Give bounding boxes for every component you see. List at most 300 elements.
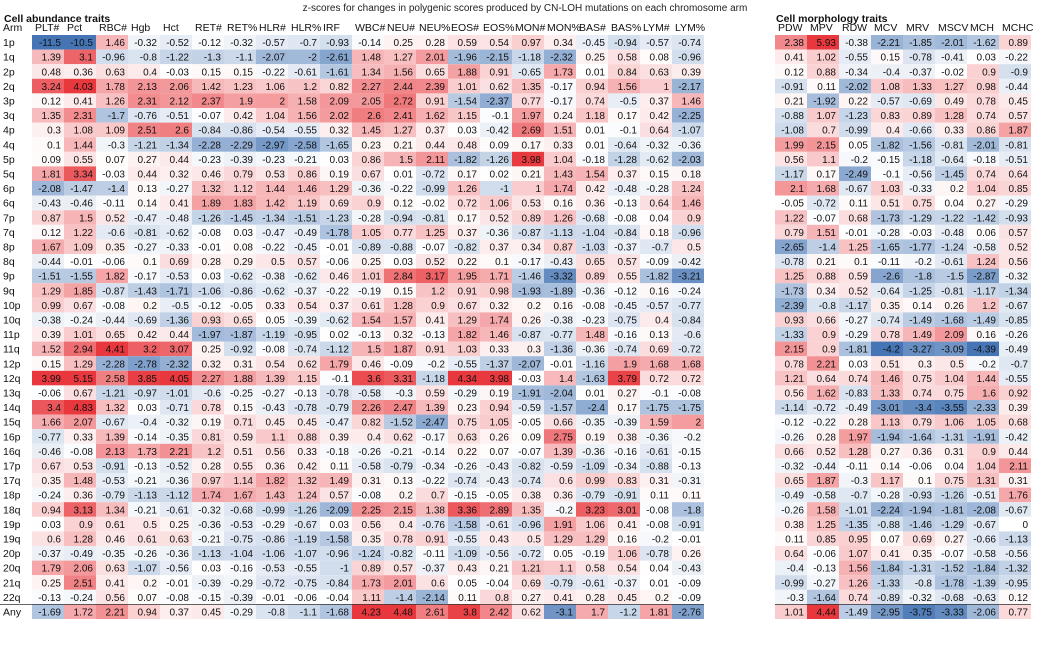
cell-value-label: 1.79 [329, 359, 349, 371]
cell-value-label: -1.22 [941, 213, 964, 225]
cell-value-label: 0.25 [361, 257, 381, 269]
cell-value-label: 0.41 [784, 52, 804, 64]
cell-value-label: 1.44 [976, 373, 996, 385]
cell-value-label: 1.22 [73, 227, 93, 239]
cell-value-label: 1.43 [553, 169, 573, 181]
cell-value-label: 0.64 [816, 373, 836, 385]
cell-value-label: -1.64 [909, 432, 932, 444]
cell-value-label: -0.26 [358, 446, 381, 458]
cell-value-label: 1.29 [41, 286, 61, 298]
cell-value-label: -0.08 [646, 505, 669, 517]
cell-value-label: 0.03 [457, 125, 477, 137]
cell-value-label: 0.07 [489, 446, 509, 458]
cell-value-label: 0.33 [553, 140, 573, 152]
cell-value-label: 0.81 [201, 432, 221, 444]
cell-value-label: -0.51 [1005, 154, 1028, 166]
cell-value-label: 1.39 [105, 432, 125, 444]
cell-value-label: 1.57 [393, 315, 413, 327]
cell-value-label: -0.56 [486, 549, 509, 561]
cell-value-label: -0.47 [262, 227, 285, 239]
cell-value-label: -0.8 [914, 578, 932, 590]
cell-value-label: 0.67 [73, 300, 93, 312]
cell-value-label: -0.37 [294, 286, 317, 298]
row-label: 3q [3, 110, 15, 123]
cell-value-label: 0.12 [1008, 592, 1028, 604]
cell-value-label: -0.96 [678, 227, 701, 239]
cell-value-label: 1.06 [944, 417, 964, 429]
cell-value-label: -0.99 [422, 184, 445, 196]
cell-value-label: 0.03 [201, 563, 221, 575]
cell-value-label: 1.09 [105, 125, 125, 137]
cell-value-label: -0.14 [134, 432, 157, 444]
cell-value-label: 1.83 [233, 198, 253, 210]
cell-value-label: 2.38 [784, 38, 804, 50]
cell-value-label: 0.25 [169, 519, 189, 531]
cell-value-label: -1.77 [909, 242, 932, 254]
column-header: MCH [970, 22, 994, 34]
cell-value-label: -0.22 [262, 242, 285, 254]
cell-value-label: 0.44 [137, 169, 157, 181]
cell-value-label: -0.13 [294, 388, 317, 400]
cell-value-label: -0.94 [390, 213, 413, 225]
cell-value-label: -1.46 [518, 271, 541, 283]
row-label: 4p [3, 124, 15, 137]
cell-value-label: 0.9 [982, 67, 996, 79]
cell-value-label: 0.41 [169, 198, 189, 210]
cell-value-label: 0.45 [201, 607, 221, 619]
cell-value-label: 0.59 [457, 38, 477, 50]
cell-value-label: -2.24 [877, 505, 900, 517]
cell-value-label: -0.61 [166, 505, 189, 517]
cell-value-label: 0.89 [1008, 38, 1028, 50]
cell-value-label: -0.8 [818, 300, 836, 312]
cell-value-label: -0.88 [877, 519, 900, 531]
cell-value-label: 1.95 [457, 271, 477, 283]
cell-value-label: -0.53 [230, 519, 253, 531]
cell-value-label: 1.28 [393, 300, 413, 312]
cell-value-label: -0.1 [491, 111, 509, 123]
cell-value-label: -2.78 [134, 359, 157, 371]
cell-value-label: 0.34 [553, 38, 573, 50]
cell-value-label: -1.5 [946, 271, 964, 283]
cell-value-label: -0.36 [582, 286, 605, 298]
cell-value-label: 0.1 [854, 257, 868, 269]
cell-value-label: 1.29 [329, 184, 349, 196]
cell-value-label: -1.78 [326, 227, 349, 239]
cell-value-label: 0.6 [431, 578, 445, 590]
cell-value-label: -1.94 [877, 432, 900, 444]
cell-value-label: -0.82 [454, 242, 477, 254]
cell-value-label: 0.89 [912, 111, 932, 123]
cell-value-label: -1.45 [941, 169, 964, 181]
row-label: 10q [3, 314, 21, 327]
cell-value-label: 0.33 [265, 300, 285, 312]
cell-value-label: -0.35 [582, 417, 605, 429]
cell-value-label: -0.01 [845, 227, 868, 239]
cell-value-label: 0.39 [41, 330, 61, 342]
cell-value-label: -0.06 [102, 257, 125, 269]
cell-value-label: -1.49 [845, 607, 868, 619]
cell-value-label: 2.01 [425, 52, 445, 64]
cell-value-label: -0.84 [198, 125, 221, 137]
cell-value-label: -0.74 [518, 476, 541, 488]
cell-value-label: -1.12 [326, 344, 349, 356]
cell-value-label: 1.62 [816, 388, 836, 400]
cell-value-label: -0.07 [941, 549, 964, 561]
cell-value-label: -0.03 [909, 227, 932, 239]
cell-value-label: -2.61 [326, 52, 349, 64]
cell-value-label: 0.15 [393, 286, 413, 298]
cell-value-label: -0.52 [166, 461, 189, 473]
cell-value-label: -0.84 [678, 315, 701, 327]
cell-value-label: -2.01 [941, 38, 964, 50]
cell-value-label: -0.01 [550, 359, 573, 371]
cell-value-label: 1.06 [265, 81, 285, 93]
cell-value-label: 0.37 [169, 607, 189, 619]
cell-value-label: 0.52 [816, 446, 836, 458]
cell-value-label: -0.13 [422, 330, 445, 342]
cell-value-label: 0.26 [489, 432, 509, 444]
cell-value-label: 0.98 [976, 81, 996, 93]
cell-value-label: -0.57 [646, 38, 669, 50]
cell-value-label: -0.72 [678, 344, 701, 356]
cell-value-label: 0.3 [527, 344, 541, 356]
cell-value-label: 0.69 [329, 198, 349, 210]
cell-value-label: -11.5 [38, 38, 61, 50]
cell-value-label: 1.05 [976, 417, 996, 429]
cell-value-label: -0.55 [294, 563, 317, 575]
cell-value-label: -0.62 [294, 271, 317, 283]
cell-value-label: -0.58 [973, 242, 996, 254]
cell-value-label: -2.6 [882, 271, 900, 283]
cell-value-label: -1.19 [294, 534, 317, 546]
cell-value-label: 0.38 [617, 432, 637, 444]
cell-value-label: 1.01 [784, 607, 804, 619]
cell-value-label: -0.58 [358, 461, 381, 473]
cell-value-label: -0.08 [166, 592, 189, 604]
cell-value-label: 0.05 [265, 315, 285, 327]
cell-value-label: -2.04 [550, 388, 573, 400]
cell-value-label: 1.39 [425, 403, 445, 415]
cell-value-label: 1.99 [784, 140, 804, 152]
cell-value-label: 2.6 [367, 111, 381, 123]
cell-value-label: 0.14 [912, 300, 932, 312]
cell-value-label: -0.29 [230, 607, 253, 619]
row-label: 6p [3, 183, 15, 196]
cell-value-label: -1.56 [909, 140, 932, 152]
cell-value-label: 0.87 [553, 242, 573, 254]
cell-value-label: 2.09 [329, 96, 349, 108]
cell-value-label: 0.38 [784, 519, 804, 531]
cell-value-label: -0.35 [166, 432, 189, 444]
cell-value-label: 0.18 [649, 227, 669, 239]
cell-value-label: 0.05 [848, 140, 868, 152]
cell-value-label: -0.27 [845, 315, 868, 327]
cell-value-label: 1.29 [457, 315, 477, 327]
cell-value-label: 0.26 [944, 300, 964, 312]
cell-value-label: -0.17 [550, 81, 573, 93]
cell-value-label: -0.33 [909, 184, 932, 196]
cell-value-label: -0.27 [813, 578, 836, 590]
cell-value-label: -0.59 [518, 403, 541, 415]
cell-value-label: 0.41 [73, 96, 93, 108]
cell-value-label: 0.35 [105, 242, 125, 254]
cell-value-label: 0.58 [617, 52, 637, 64]
cell-value-label: 1.34 [105, 505, 125, 517]
cell-value-label: 0.77 [393, 227, 413, 239]
cell-value-label: 0.91 [457, 286, 477, 298]
column-header: MRV [906, 22, 930, 34]
cell-value-label: 1.05 [489, 417, 509, 429]
cell-value-label: -1.73 [781, 286, 804, 298]
cell-value-label: -0.55 [454, 534, 477, 546]
cell-value-label: 0.41 [880, 549, 900, 561]
cell-value-label: 0.01 [585, 67, 605, 79]
column-header: BAS% [611, 22, 642, 34]
column-header: RET# [195, 22, 222, 34]
cell-value-label: -1.68 [941, 315, 964, 327]
cell-value-label: -0.38 [550, 315, 573, 327]
cell-value-label: 1.01 [457, 81, 477, 93]
cell-value-label: 0.03 [393, 257, 413, 269]
column-header: MPV [810, 22, 833, 34]
cell-value-label: 0.72 [649, 373, 669, 385]
cell-value-label: 0.27 [617, 388, 637, 400]
cell-value-label: -0.12 [614, 286, 637, 298]
cell-value-label: 0.94 [41, 505, 61, 517]
cell-value-label: -1.19 [262, 330, 285, 342]
cell-value-label: -2.28 [102, 359, 125, 371]
cell-value-label: 3.1 [79, 52, 93, 64]
cell-value-label: -0.36 [166, 476, 189, 488]
cell-value-label: 0.57 [329, 490, 349, 502]
cell-value-label: 0.57 [393, 563, 413, 575]
cell-value-label: -0.11 [845, 461, 868, 473]
cell-value-label: -0.44 [102, 315, 125, 327]
cell-value-label: 2.39 [425, 81, 445, 93]
cell-value-label: 1 [663, 81, 669, 93]
cell-value-label: 0.93 [784, 315, 804, 327]
cell-value-label: -1.8 [914, 271, 932, 283]
row-label: 15q [3, 416, 21, 429]
cell-value-label: -1.29 [941, 519, 964, 531]
cell-value-label: 0.5 [271, 257, 285, 269]
cell-value-label: 2.15 [816, 140, 836, 152]
cell-value-label: -1.06 [198, 286, 221, 298]
cell-value-label: -0.3 [786, 592, 804, 604]
cell-value-label: -0.32 [230, 38, 253, 50]
cell-value-label: -0.55 [454, 359, 477, 371]
cell-value-label: -0.56 [909, 169, 932, 181]
cell-value-label: 1.04 [265, 111, 285, 123]
cell-value-label: 2.31 [73, 111, 93, 123]
cell-value-label: 1.87 [1008, 125, 1028, 137]
cell-value-label: 0.1 [918, 476, 932, 488]
cell-value-label: -0.74 [614, 344, 637, 356]
cell-value-label: 0.45 [617, 592, 637, 604]
cell-value-label: 0.5 [950, 359, 964, 371]
cell-value-label: -0.62 [166, 227, 189, 239]
cell-value-label: -0.93 [326, 38, 349, 50]
cell-value-label: -1.33 [877, 578, 900, 590]
cell-value-label: 0.58 [585, 563, 605, 575]
cell-value-label: -0.08 [678, 388, 701, 400]
cell-value-label: -0.05 [230, 300, 253, 312]
cell-value-label: -0.53 [262, 563, 285, 575]
chart-title: z-scores for changes in polygenic scores produced by CN-LOH mutations on each chromosome arm [302, 3, 748, 14]
cell-value-label: -0.5 [171, 300, 189, 312]
cell-value-label: 0.02 [489, 169, 509, 181]
cell-value-label: 1.2 [982, 300, 996, 312]
cell-value-label: -0.43 [678, 563, 701, 575]
cell-value-label: 2 [279, 96, 285, 108]
cell-value-label: 0.77 [1008, 607, 1028, 619]
cell-value-label: -0.43 [486, 476, 509, 488]
cell-value-label: -0.55 [845, 52, 868, 64]
cell-value-label: 3.31 [393, 373, 413, 385]
cell-value-label: 1.4 [559, 373, 573, 385]
row-label: 5p [3, 153, 15, 166]
cell-value-label: -1.52 [941, 563, 964, 575]
row-label: 11p [3, 329, 20, 342]
cell-value-label: -0.3 [850, 476, 868, 488]
cell-value-label: 0.39 [681, 67, 701, 79]
cell-value-label: 1.49 [912, 330, 932, 342]
cell-value-label: -0.17 [518, 257, 541, 269]
cell-value-label: 0.68 [1008, 417, 1028, 429]
cell-value-label: 0 [1022, 519, 1028, 531]
cell-value-label: 1.03 [457, 344, 477, 356]
cell-value-label: -3.01 [877, 403, 900, 415]
cell-value-label: 0.17 [617, 111, 637, 123]
cell-value-label: 0.79 [784, 227, 804, 239]
cell-value-label: -0.75 [230, 534, 253, 546]
cell-value-label: -1.32 [1005, 563, 1028, 575]
cell-value-label: -0.58 [358, 388, 381, 400]
cell-value-label: 0.75 [944, 388, 964, 400]
cell-value-label: -1.75 [678, 403, 701, 415]
cell-value-label: 0.13 [649, 330, 669, 342]
cell-value-label: -0.06 [909, 461, 932, 473]
cell-value-label: 1.9 [623, 359, 637, 371]
cell-value-label: 0.72 [457, 198, 477, 210]
cell-value-label: -0.91 [102, 461, 125, 473]
cell-value-label: 0.54 [489, 38, 509, 50]
cell-value-label: 0.51 [233, 446, 253, 458]
cell-value-label: 0.99 [41, 300, 61, 312]
cell-value-label: -0.84 [614, 227, 637, 239]
cell-value-label: -1.91 [973, 432, 996, 444]
cell-value-label: -0.89 [358, 242, 381, 254]
cell-value-label: 1.24 [976, 257, 996, 269]
cell-value-label: -1 [340, 563, 349, 575]
cell-value-label: 0.62 [393, 432, 413, 444]
cell-value-label: -0.01 [678, 534, 701, 546]
cell-value-label: 1.44 [265, 184, 285, 196]
cell-value-label: 0.67 [361, 169, 381, 181]
cell-value-label: -1.82 [877, 140, 900, 152]
cell-value-label: -0.16 [230, 563, 253, 575]
cell-value-label: -0.56 [1005, 549, 1028, 561]
cell-value-label: -0.16 [614, 330, 637, 342]
cell-value-label: 0.25 [393, 38, 413, 50]
cell-value-label: 0.4 [143, 67, 157, 79]
cell-value-label: 0.67 [73, 388, 93, 400]
cell-value-label: 2.72 [393, 96, 413, 108]
cell-value-label: -0.33 [166, 242, 189, 254]
cell-value-label: 3.23 [585, 505, 605, 517]
cell-value-label: 1.25 [848, 242, 868, 254]
cell-value-label: 0.01 [585, 388, 605, 400]
cell-value-label: 0.7 [822, 125, 836, 137]
cell-value-label: 1.58 [297, 96, 317, 108]
cell-value-label: -0.13 [614, 198, 637, 210]
cell-value-label: 0.53 [265, 169, 285, 181]
cell-value-label: -0.36 [582, 446, 605, 458]
cell-value-label: -0.25 [230, 388, 253, 400]
cell-value-label: -0.87 [518, 227, 541, 239]
cell-value-label: -0.61 [486, 519, 509, 531]
cell-value-label: -1.57 [550, 403, 573, 415]
cell-value-label: 0.51 [880, 198, 900, 210]
cell-value-label: 0.91 [489, 67, 509, 79]
cell-value-label: -2 [308, 52, 317, 64]
cell-value-label: 1.17 [880, 476, 900, 488]
cell-value-label: -0.14 [358, 38, 381, 50]
cell-value-label: -0.41 [941, 52, 964, 64]
cell-value-label: -1.21 [102, 388, 125, 400]
cell-value-label: 1.01 [361, 271, 381, 283]
cell-value-label: 0.25 [201, 344, 221, 356]
cell-value-label: 1.33 [912, 81, 932, 93]
cell-value-label: 0.74 [912, 388, 932, 400]
cell-value-label: -0.95 [1005, 578, 1028, 590]
column-header: Pct [67, 22, 83, 34]
cell-value-label: -1.73 [877, 213, 900, 225]
column-header: IRF [323, 22, 340, 34]
cell-value-label: -0.64 [614, 140, 637, 152]
cell-value-label: -1.3 [203, 52, 221, 64]
cell-value-label: 0.78 [976, 96, 996, 108]
cell-value-label: -3.21 [678, 271, 701, 283]
cell-value-label: 0.32 [169, 169, 189, 181]
cell-value-label: -1.62 [973, 38, 996, 50]
cell-value-label: -0.44 [38, 257, 61, 269]
cell-value-label: -0.81 [941, 140, 964, 152]
cell-value-label: -0.43 [550, 257, 573, 269]
cell-value-label: -0.67 [102, 417, 125, 429]
cell-value-label: 0.86 [297, 169, 317, 181]
cell-value-label: 0.39 [329, 432, 349, 444]
cell-value-label: -0.64 [941, 154, 964, 166]
row-label: 8p [3, 241, 15, 254]
cell-value-label: -0.86 [262, 534, 285, 546]
cell-value-label: -2.08 [38, 184, 61, 196]
column-header: MON% [547, 22, 581, 34]
cell-value-label: -1.1 [235, 52, 253, 64]
cell-value-label: 0.9 [822, 344, 836, 356]
cell-value-label: -0.96 [326, 549, 349, 561]
cell-value-label: -1.03 [582, 242, 605, 254]
column-header: PLT# [35, 22, 60, 34]
cell-value-label: -0.29 [1005, 198, 1028, 210]
cell-value-label: 0.88 [816, 67, 836, 79]
cell-value-label: 1.39 [265, 373, 285, 385]
cell-value-label: 0.2 [143, 300, 157, 312]
cell-value-label: 0.57 [617, 257, 637, 269]
cell-value-label: 3.98 [521, 154, 541, 166]
cell-value-label: -1.75 [646, 403, 669, 415]
